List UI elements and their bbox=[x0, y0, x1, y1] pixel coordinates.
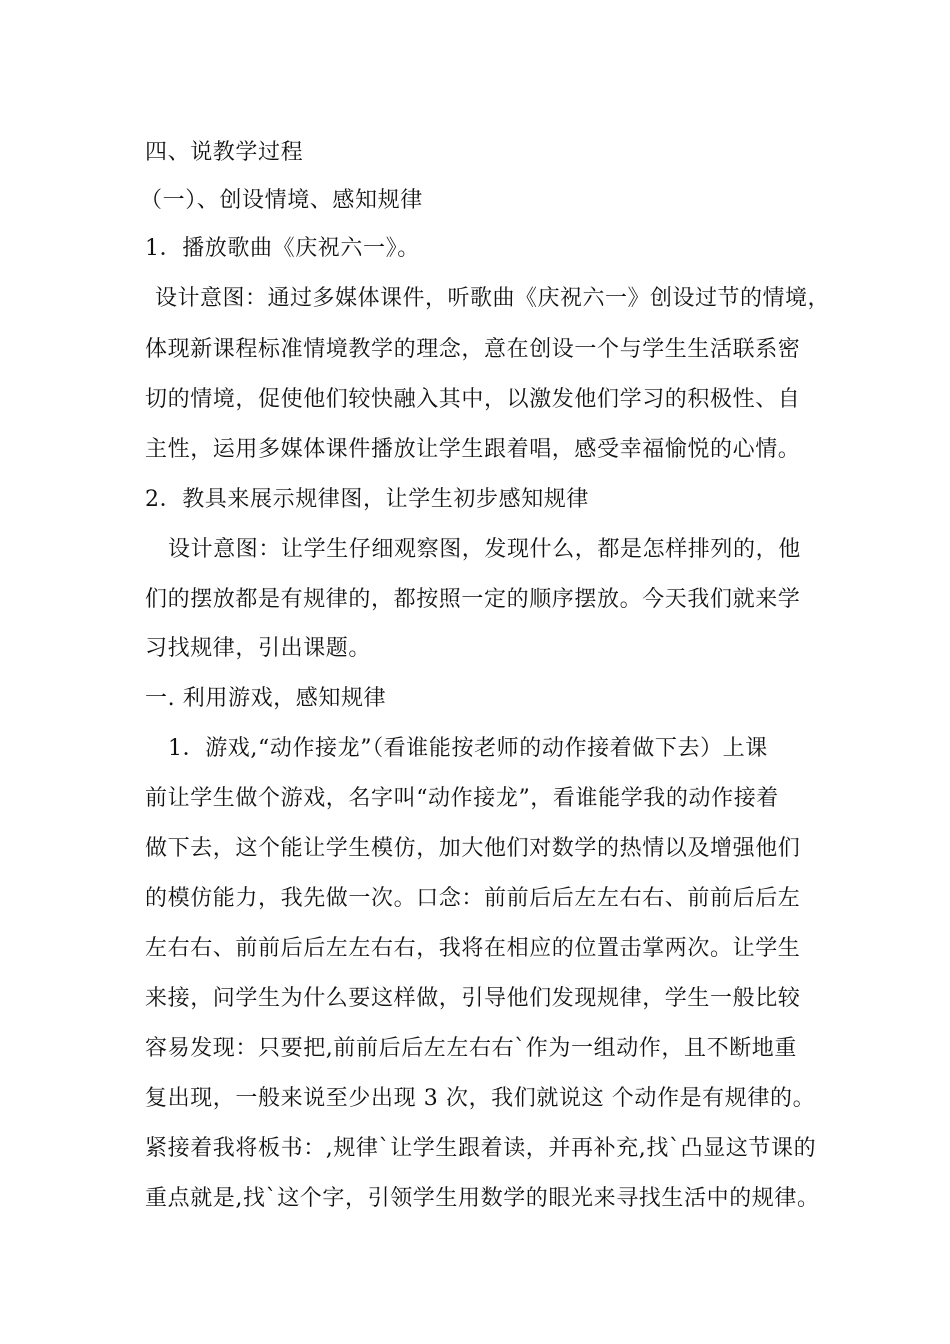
paragraph-line: 习找规律，引出课题。 bbox=[145, 636, 372, 661]
section-heading: 四、说教学过程 bbox=[145, 140, 304, 165]
paragraph-line: 复出现，一般来说至少出现 3 次，我们就说这 个动作是有规律的。 bbox=[145, 1086, 816, 1111]
paragraph-line: 左右右、前前后后左左右右，我将在相应的位置击掌两次。让学生 bbox=[145, 936, 801, 961]
paragraph-line: 主性，运用多媒体课件播放让学生跟着唱，感受幸福愉悦的心情。 bbox=[145, 437, 801, 462]
subsection-heading: （一）、创设情境、感知规律 bbox=[140, 188, 423, 213]
item-heading: 2．教具来展示规律图，让学生初步感知规律 bbox=[145, 487, 589, 512]
paragraph-line: 容易发现：只要把,前前后后左左右右`作为一组动作，且不断地重 bbox=[145, 1036, 797, 1061]
section-heading: 一. 利用游戏，感知规律 bbox=[145, 686, 387, 711]
paragraph-line: 1．游戏,“动作接龙”（看谁能按老师的动作接着做下去）上课 bbox=[168, 736, 768, 761]
paragraph-line: 重点就是,找`这个字，引领学生用数学的眼光来寻找生活中的规律。 bbox=[145, 1186, 820, 1211]
item-heading: 1．播放歌曲《庆祝六一》。 bbox=[145, 236, 420, 261]
paragraph-line: 来接，问学生为什么要这样做，引导他们发现规律，学生一般比较 bbox=[145, 986, 801, 1011]
paragraph-line: 设计意图：通过多媒体课件，听歌曲《庆祝六一》创设过节的情境， bbox=[155, 286, 831, 311]
paragraph-line: 紧接着我将板书：,规律`让学生跟着读，并再补充,找`凸显这节课的 bbox=[145, 1136, 817, 1161]
paragraph-line: 们的摆放都是有规律的，都按照一定的顺序摆放。今天我们就来学 bbox=[145, 587, 801, 612]
paragraph-line: 的模仿能力，我先做一次。口念：前前后后左左右右、前前后后左 bbox=[145, 886, 801, 911]
paragraph-line: 前让学生做个游戏，名字叫“动作接龙”，看谁能学我的动作接着 bbox=[145, 786, 779, 811]
paragraph-line: 设计意图：让学生仔细观察图，发现什么，都是怎样排列的，他 bbox=[168, 537, 801, 562]
paragraph-line: 体现新课程标准情境教学的理念，意在创设一个与学生生活联系密 bbox=[145, 337, 801, 362]
paragraph-line: 切的情境，促使他们较快融入其中，以激发他们学习的积极性、自 bbox=[145, 387, 801, 412]
paragraph-line: 做下去，这个能让学生模仿，加大他们对数学的热情以及增强他们 bbox=[145, 836, 801, 861]
